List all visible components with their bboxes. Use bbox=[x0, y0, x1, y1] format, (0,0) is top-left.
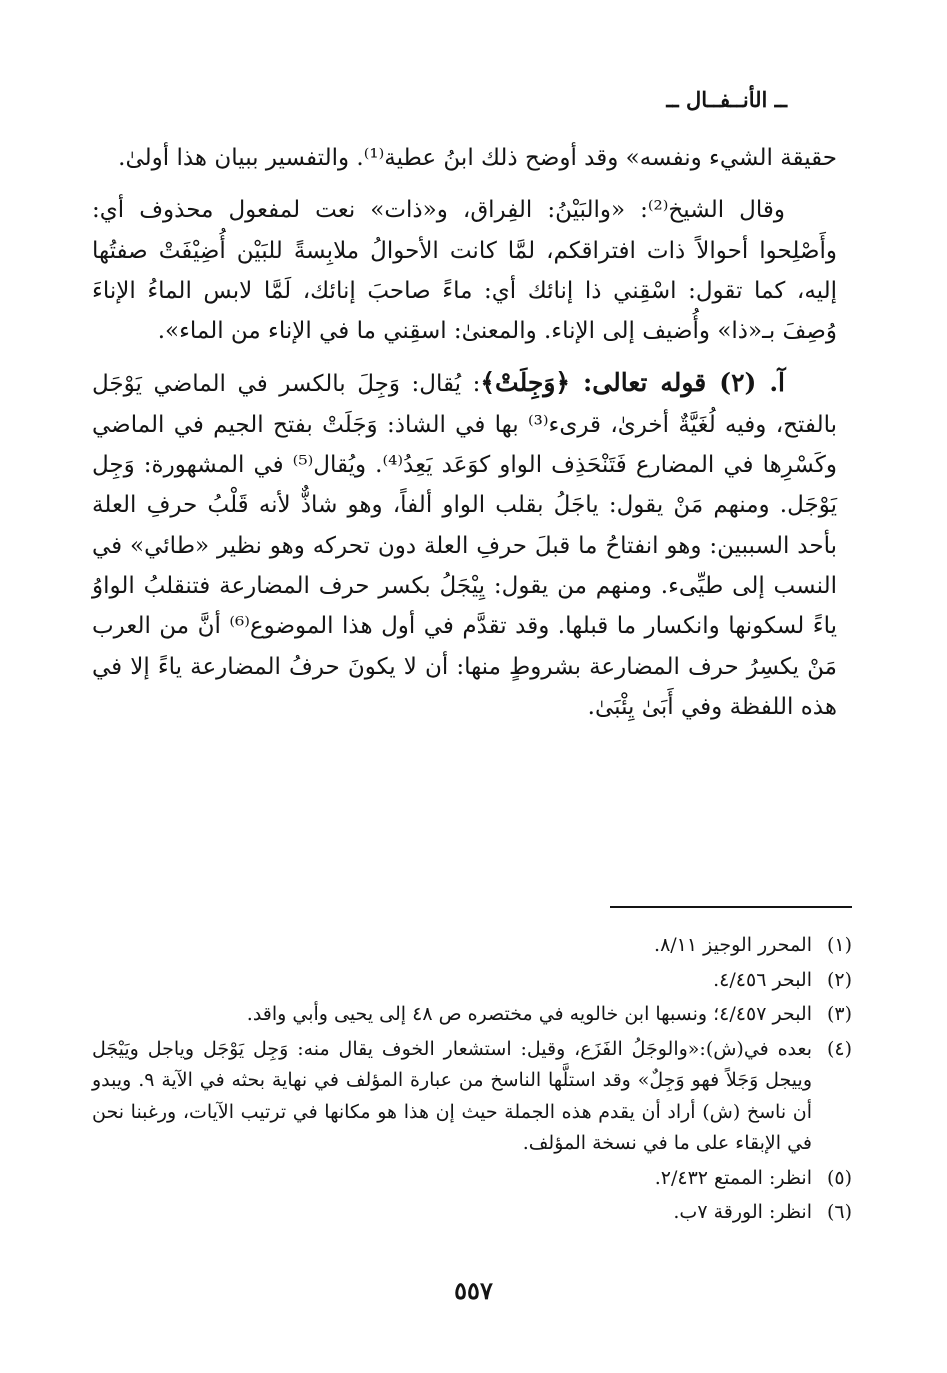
footnote-text: انظر: الورقة ٧ب. bbox=[673, 1201, 812, 1223]
main-text bbox=[92, 138, 837, 727]
paragraph-1: حقيقة الشيء ونفسه» وقد أوضح ذلك ابنُ عطية⁽¹⁾. والتفسير ببيان هذا أولىٰ. bbox=[118, 145, 837, 171]
footnote-1 bbox=[92, 930, 852, 962]
footnote-separator bbox=[610, 906, 852, 908]
footnote-text: المحرر الوجيز ٨/١١. bbox=[654, 934, 812, 956]
paragraph-3 bbox=[92, 363, 837, 727]
footnote-text: بعده في(ش):«والوجَلُ الفَزَع، وقيل: استشعار الخوف يقال منه: وَجِل يَوْجَل وياجل ويَيْجَل وييجل وَجَلاً فهو وَجِلٌ» وقد استلَّها الناسخ من عبارة المؤلف في نهاية بحثه في الآية ٩. ويبدو أن ناسخ (ش) أراد أن يقدم هذه الجملة حيث إن هذا هو مكانها في ترتيب الآيات، ورغبنا نحن في الإبقاء على ما في نسخة المؤلف. bbox=[92, 1037, 812, 1154]
paragraph-3-lead: آ. (٢) قوله تعالى: bbox=[570, 368, 785, 398]
footnote-number: (١) bbox=[826, 934, 852, 956]
quran-verse: ﴿وَجِلَتْ﴾ bbox=[480, 368, 571, 398]
page-number: ٥٥٧ bbox=[454, 1276, 493, 1305]
footnote-6 bbox=[92, 1197, 852, 1229]
footnote-number: (٦) bbox=[826, 1201, 852, 1223]
footnote-4 bbox=[92, 1034, 852, 1160]
footnote-text: البحر ٤/٤٥٧؛ ونسبها ابن خالويه في مختصره ص ٤٨ إلى يحيى وأبي واقد. bbox=[246, 1003, 812, 1025]
footnote-number: (٢) bbox=[826, 968, 852, 991]
footnote-2 bbox=[92, 965, 852, 997]
footnote-number: (٥) bbox=[826, 1166, 852, 1189]
footnote-number: (٣) bbox=[826, 1003, 852, 1025]
running-header: ــ الأنــفــال ــ bbox=[666, 87, 787, 112]
paragraph-2: وقال الشيخ⁽²⁾: «والبَيْنُ: الفِراق، و«ذات» نعت لمفعول محذوف أي: وأَصْلِحوا أحوالاً ذات افتراقكم، لمَّا كانت الأحوالُ ملابِسةً للبَيْن أُضِيْفَتْ صفتُها إليه، كما تقول: اسْقِني ذا إنائك أي: ماءً صاحبَ إنائك، لَمَّا لابس الماءُ الإناءَ وُصِفَ بـ«ذا» وأُضيف إلى الإناء. والمعنىٰ: اسقِني ما في الإناء من الماء». bbox=[92, 197, 837, 345]
footnote-text: انظر: الممتع ٢/٤٣٢. bbox=[654, 1166, 812, 1189]
footnotes bbox=[92, 930, 852, 1232]
footnote-3 bbox=[92, 999, 852, 1031]
footnote-number: (٤) bbox=[826, 1037, 852, 1060]
footnote-5 bbox=[92, 1163, 852, 1195]
footnote-text: البحر ٤/٤٥٦. bbox=[713, 968, 812, 991]
paragraph-3-text: : يُقال: وَجِلَ بالكسر في الماضي يَوْجَل بالفتح، وفيه لُغَيَّةٌ أخرىٰ، قرىء⁽³⁾ بها في الشاذ: وَجَلَتْ بفتح الجيم في الماضي وكَسْرِها في المضارع فَتَنْحَذِف الواو كوَعَد يَعِدُ⁽⁴⁾. ويُقال⁽⁵⁾ في المشهورة: وَجِل يَوْجَل. ومنهم مَنْ يقول: ياجَلُ بقلب الواو ألفاً، وهو شاذٌّ لأنه قَلْبُ حرفِ العلة بأحد السببين: وهو انفتاحُ ما قبلَ حرفِ العلة دون تحركه وهو نظير «طائي» في النسب إلى طيِّىء. ومنهم من يقول: يِيْجَلُ بكسر حرف المضارعة فتنقلبُ الواوُ ياءً لسكونها وانكسار ما قبلها. وقد تقدَّم في أول هذا الموضوع⁽⁶⁾ أنَّ من العرب مَنْ يكسِرُ حرف المضارعة بشروطٍ منها: أن لا يكونَ حرفُ المضارعة ياءً إلا في هذه اللفظة وفي أَبَىٰ يِئْبَىٰ. bbox=[92, 371, 837, 720]
